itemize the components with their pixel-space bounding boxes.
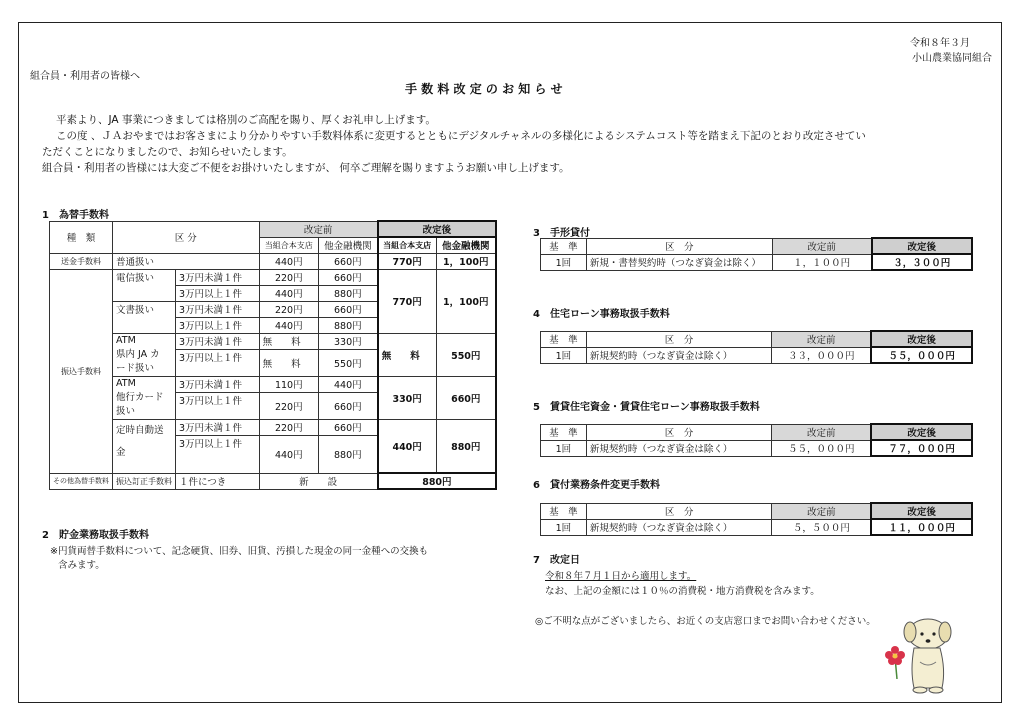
other-type: その他為替手数料: [50, 473, 113, 489]
correction-before: 新 設: [259, 473, 378, 489]
header-own-branch: 当組合本支店: [259, 237, 318, 253]
housing-loan-table: [540, 330, 973, 364]
s6-header-after: 改定後: [871, 503, 972, 519]
doc-under-label: 3万円未満１件: [176, 301, 260, 317]
s5-after: ７７，０００円: [871, 440, 972, 456]
header-own-branch-after: 当組合本支店: [378, 237, 436, 253]
remit-type: 送金手数料: [50, 253, 113, 269]
flower-icon: [884, 645, 906, 679]
doc-under-own: 220円: [259, 301, 318, 317]
doc-over-own: 440円: [259, 317, 318, 333]
s4-before: ３３，０００円: [772, 347, 872, 363]
tel-under-label: 3万円未満１件: [176, 269, 260, 285]
auto-under-own: 220円: [259, 419, 318, 435]
atm-out-own-after: 330円: [378, 376, 436, 419]
atm-out-label-b: 他行カード: [116, 391, 164, 403]
atm-out-over-other: 660円: [318, 392, 377, 419]
s3-after: ３，３００円: [872, 254, 972, 270]
atm-out-other-after: 660円: [436, 376, 496, 419]
s6-category: 新規契約時（つなぎ資金は除く）: [586, 519, 771, 535]
intro-line-4: 組合員・利用者の皆様には大変ご不便をお掛けいたしますが、 何卒ご理解を賜りますようお願い申し上げます。: [42, 162, 570, 174]
atm-in-label-c: ード扱い: [116, 362, 155, 374]
remit-other-after: 1，100円: [436, 253, 496, 269]
transfer-type: 振込手数料: [50, 269, 113, 473]
tel-doc-own-after: 770円: [378, 269, 436, 333]
issue-date: 令和８年３月: [910, 38, 970, 49]
s3-header-category: 区 分: [586, 238, 772, 254]
doc-over-label: 3万円以上１件: [176, 317, 260, 333]
atm-in-over-other: 550円: [318, 349, 377, 376]
s4-after: ５５，０００円: [871, 347, 972, 363]
atm-in-over-label: 3万円以上１件: [176, 349, 260, 376]
auto-other-after: 880円: [436, 419, 496, 473]
tel-doc-other-after: 1，100円: [436, 269, 496, 333]
intro-line-2: この度 、ＪＡおやまではお客さまにより分かりやすい手数料体系に変更するとともにデジタルチャネルの多様化によるシステムコスト等を踏まえ下記のとおり改定させてい: [56, 130, 866, 142]
remit-own: 440円: [259, 253, 318, 269]
s5-before: ５５，０００円: [772, 440, 872, 456]
atm-out-label-a: ATM: [116, 377, 136, 389]
atm-out-label-c: 扱い: [116, 405, 136, 417]
s4-base: 1回: [541, 347, 587, 363]
remit-category: 普通扱い: [113, 253, 260, 269]
rental-housing-table: [540, 423, 973, 457]
s3-header-after: 改定後: [872, 238, 972, 254]
s3-base: 1回: [541, 254, 587, 270]
section-7-title: 7 改定日: [533, 555, 580, 566]
atm-out-label: [113, 376, 176, 419]
auto-label-b: 金: [116, 446, 126, 458]
organization-name: 小山農業協同組合: [912, 53, 992, 64]
exchange-fee-table: [49, 220, 497, 490]
s4-header-base: 基 準: [541, 331, 587, 347]
effective-date: 令和８年７月１日から適用します。: [545, 571, 697, 582]
loan-condition-table: [540, 502, 973, 536]
atm-out-over-label: 3万円以上１件: [176, 392, 260, 419]
atm-in-other-after: 550円: [436, 333, 496, 376]
s5-header-after: 改定後: [871, 424, 972, 440]
tax-note: なお、上記の金額には１０％の消費税・地方消費税を含みます。: [545, 586, 820, 597]
atm-in-over-own: 無 料: [259, 349, 318, 376]
s6-header-base: 基 準: [541, 503, 587, 519]
section-5-title: 5 賃貸住宅資金・賃貸住宅ローン事務取扱手数料: [533, 402, 760, 413]
header-after: 改定後: [378, 221, 496, 237]
s4-header-category: 区 分: [586, 331, 771, 347]
atm-in-under-other: 330円: [318, 333, 377, 349]
s5-header-category: 区 分: [586, 424, 771, 440]
s4-header-after: 改定後: [871, 331, 972, 347]
remit-own-after: 770円: [378, 253, 436, 269]
s3-header-base: 基 準: [541, 238, 587, 254]
s6-header-before: 改定前: [772, 503, 872, 519]
s4-category: 新規契約時（つなぎ資金は除く）: [586, 347, 771, 363]
s6-header-category: 区 分: [586, 503, 771, 519]
correction-per: １件につき: [176, 473, 260, 489]
tel-under-own: 220円: [259, 269, 318, 285]
s6-before: ５，５００円: [772, 519, 872, 535]
doc-under-other: 660円: [318, 301, 377, 317]
atm-out-under-label: 3万円未満１件: [176, 376, 260, 392]
correction-after: 880円: [378, 473, 496, 489]
addressee: 組合員・利用者の皆様へ: [30, 71, 140, 82]
header-before: 改定前: [259, 221, 378, 237]
page-title: 手 数 料 改 定 の お 知 ら せ: [405, 82, 563, 96]
doc-label: 文書扱い: [113, 301, 176, 333]
atm-in-label-b: 県内 JA カ: [116, 348, 160, 360]
s4-header-before: 改定前: [772, 331, 872, 347]
header-other-bank-after: 他金融機関: [436, 237, 496, 253]
atm-out-over-own: 220円: [259, 392, 318, 419]
atm-in-under-label: 3万円未満１件: [176, 333, 260, 349]
intro-line-3: ただくことになりましたので、お知らせいたします。: [42, 146, 293, 158]
header-other-bank: 他金融機関: [318, 237, 377, 253]
s6-after: １１，０００円: [871, 519, 972, 535]
section-1-title: 1 為替手数料: [42, 210, 109, 221]
s5-header-base: 基 準: [541, 424, 587, 440]
atm-out-under-other: 440円: [318, 376, 377, 392]
section-6-title: 6 貸付業務条件変更手数料: [533, 480, 660, 491]
auto-under-other: 660円: [318, 419, 377, 435]
remit-other: 660円: [318, 253, 377, 269]
s3-category: 新規・書替契約時（つなぎ資金は除く）: [586, 254, 772, 270]
s5-category: 新規契約時（つなぎ資金は除く）: [586, 440, 771, 456]
correction-label: 振込訂正手数料: [113, 473, 176, 489]
s6-base: 1回: [541, 519, 587, 535]
auto-over-other: 880円: [318, 435, 377, 473]
s3-header-before: 改定前: [772, 238, 871, 254]
s3-before: １，１００円: [772, 254, 871, 270]
intro-line-1: 平素より、JA 事業につきましては格別のご高配を賜り、厚くお礼申し上げます。: [56, 114, 436, 126]
section-2-note-1: ※円貨両替手数料について、記念硬貨、旧券、旧貨、汚損した現金の同一金種への交換も: [50, 546, 429, 557]
tel-over-own: 440円: [259, 285, 318, 301]
header-type: 種 類: [50, 221, 113, 253]
atm-in-under-own: 無 料: [259, 333, 318, 349]
atm-in-label-a: ATM: [116, 334, 136, 346]
tel-over-other: 880円: [318, 285, 377, 301]
s5-base: 1回: [541, 440, 587, 456]
section-4-title: 4 住宅ローン事務取扱手数料: [533, 309, 670, 320]
section-2-title: 2 貯金業務取扱手数料: [42, 530, 149, 541]
auto-label: [113, 419, 176, 473]
auto-own-after: 440円: [378, 419, 436, 473]
auto-over-own: 440円: [259, 435, 318, 473]
s5-header-before: 改定前: [772, 424, 872, 440]
contact-note: ◎ご不明な点がございましたら、お近くの支店窓口までお問い合わせください。: [535, 616, 876, 627]
header-category: 区 分: [113, 221, 260, 253]
atm-in-label: [113, 333, 176, 376]
section-2-note-2: 含みます。: [58, 560, 105, 571]
tel-over-label: 3万円以上１件: [176, 285, 260, 301]
atm-out-under-own: 110円: [259, 376, 318, 392]
section-3-title: 3 手形貸付: [533, 228, 590, 239]
doc-over-other: 880円: [318, 317, 377, 333]
tel-label: 電信扱い: [113, 269, 176, 301]
auto-under-label: 3万円未満１件: [176, 419, 260, 435]
promissory-loan-table: [540, 237, 973, 271]
tel-under-other: 660円: [318, 269, 377, 285]
auto-over-label: 3万円以上１件: [176, 435, 260, 473]
auto-label-a: 定時自動送: [116, 424, 164, 436]
atm-in-own-after: 無 料: [378, 333, 436, 376]
